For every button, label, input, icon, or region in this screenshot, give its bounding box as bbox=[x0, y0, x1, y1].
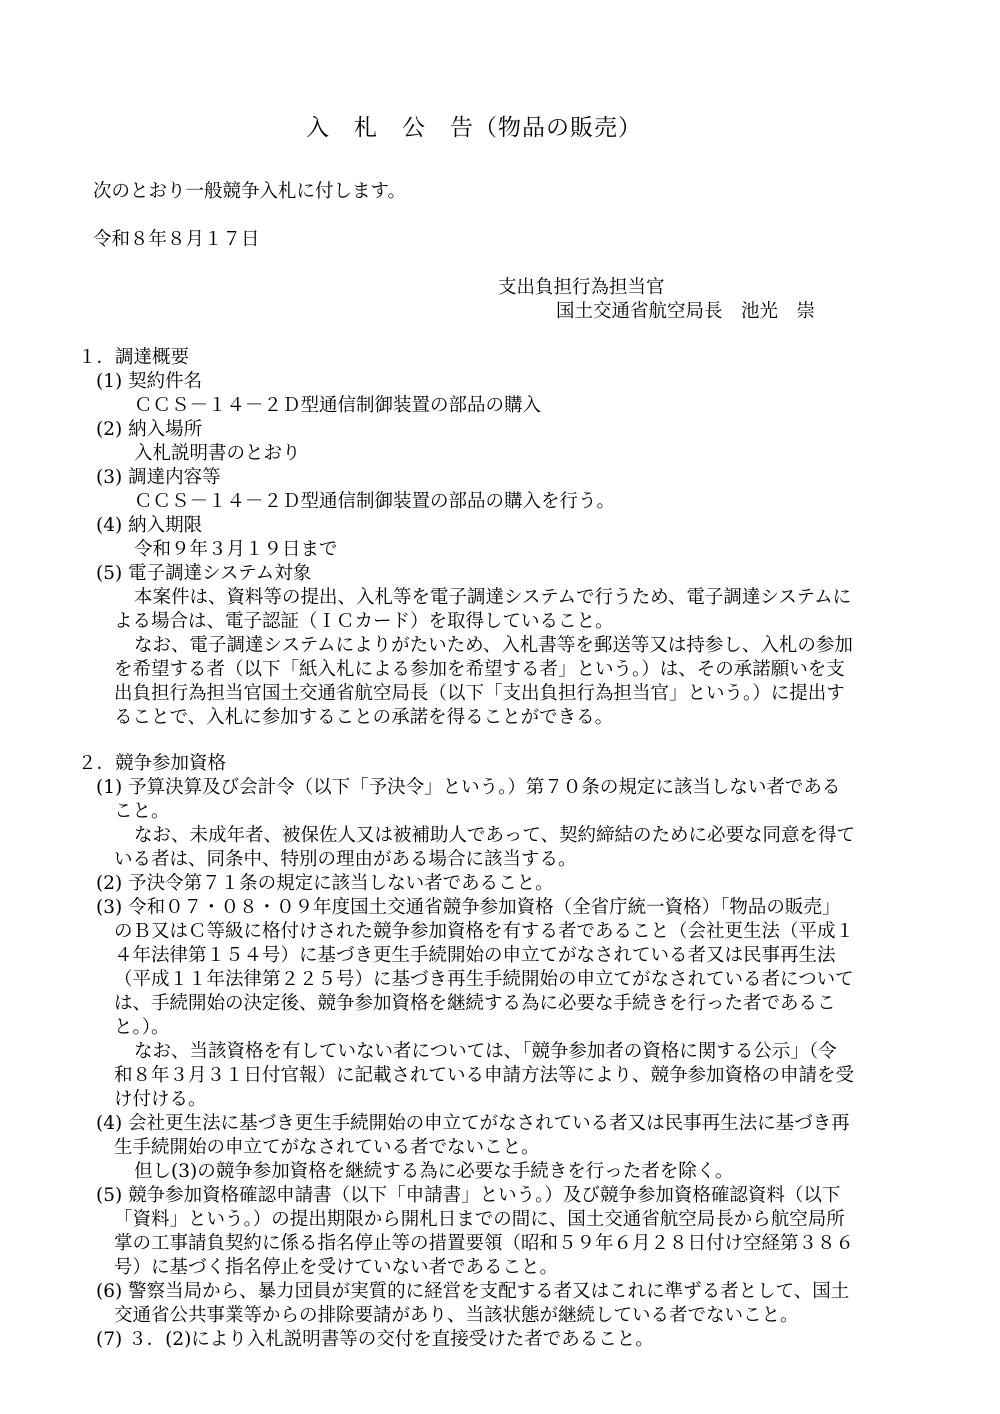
section2-line: 掌の工事請負契約に係る指名停止等の措置要領（昭和５９年６月２８日付け空経第３８６ bbox=[114, 1233, 855, 1254]
section2-line: (6) 警察当局から、暴力団員が実質的に経営を支配する者又はこれに準ずる者として、国土 bbox=[96, 1281, 850, 1302]
item5-line: ることで、入札に参加することの承諾を得ることができる。 bbox=[114, 707, 614, 728]
section2-line: 交通省公共事業等からの排除要請があり、当該状態が継続している者でないこと。 bbox=[114, 1305, 799, 1326]
section2-line: ４年法律第１５４号）に基づき更生手続開始の申立てがなされている者又は民事再生法 bbox=[114, 945, 836, 966]
item5-line: を希望する者（以下「紙入札による参加を希望する者」という。）は、その承諾願いを支 bbox=[114, 659, 845, 680]
section2-line: （平成１１年法律第２２５号）に基づき再生手続開始の申立てがなされている者について bbox=[114, 969, 854, 990]
section2-line: こと。 bbox=[114, 801, 170, 822]
section2-line: (5) 競争参加資格確認申請書（以下「申請書」という。）及び競争参加資格確認資料（以下 bbox=[96, 1185, 841, 1206]
item5-line: 本案件は、資料等の提出、入札等を電子調達システムで行うため、電子調達システムに bbox=[134, 587, 852, 608]
section2-line: (3) 令和０７・０８・０９年度国土交通省競争参加資格（全省庁統一資格）「物品の販売」 bbox=[96, 897, 841, 918]
section2-line: け付ける。 bbox=[114, 1089, 207, 1110]
section1-heading: １．調達概要 bbox=[78, 347, 190, 368]
item4-label: (4) 納入期限 bbox=[96, 515, 203, 536]
section2-line: なお、当該資格を有していない者については、「競争参加者の資格に関する公示」（令 bbox=[134, 1041, 837, 1062]
item5-label: (5) 電子調達システム対象 bbox=[96, 563, 312, 584]
section2-heading: ２．競争参加資格 bbox=[78, 753, 227, 774]
section2-line: いる者は、同条中、特別の理由がある場合に該当する。 bbox=[114, 849, 577, 870]
intro-text: 次のとおり一般競争入札に付します。 bbox=[93, 181, 407, 202]
item1-text: ＣＣＳ－１４－２Ｄ型通信制御装置の部品の購入 bbox=[134, 395, 542, 416]
item4-text: 令和９年３月１９日まで bbox=[134, 539, 338, 560]
item5-line: なお、電子調達システムによりがたいため、入札書等を郵送等又は持参し、入札の参加 bbox=[134, 635, 853, 656]
section2-line: と。）。 bbox=[114, 1017, 170, 1038]
item3-label: (3) 調達内容等 bbox=[96, 467, 221, 488]
issuer-title: 支出負担行為担当官 bbox=[498, 277, 665, 298]
notice-date: 令和８年８月１７日 bbox=[93, 229, 260, 250]
item1-label: (1) 契約件名 bbox=[96, 371, 203, 392]
section2-line: 和８年３月３１日付官報）に記載されている申請方法等により、競争参加資格の申請を受 bbox=[114, 1065, 855, 1086]
section2-line: 号）に基づく指名停止を受けていない者であること。 bbox=[114, 1257, 559, 1278]
item2-text: 入札説明書のとおり bbox=[134, 443, 301, 464]
section2-line: (1) 予算決算及び会計令（以下「予決令」という。）第７０条の規定に該当しない者である bbox=[96, 777, 841, 798]
item2-label: (2) 納入場所 bbox=[96, 419, 203, 440]
section2-line: (2) 予決令第７１条の規定に該当しない者であること。 bbox=[96, 873, 554, 894]
document-title: 入 札 公 告（物品の販売） bbox=[306, 115, 642, 141]
section2-line: のＢ又はＣ等級に格付けされた競争参加資格を有する者であること（会社更生法（平成１ bbox=[114, 921, 855, 942]
section2-line: なお、未成年者、被保佐人又は被補助人であって、契約締結のために必要な同意を得て bbox=[134, 825, 855, 846]
section2-line: 「資料」という。）の提出期限から開札日までの間に、国土交通省航空局長から航空局所 bbox=[114, 1209, 845, 1230]
section2-line: 生手続開始の申立てがなされている者でないこと。 bbox=[114, 1137, 540, 1158]
item5-line: よる場合は、電子認証（ＩＣカード）を取得していること。 bbox=[114, 611, 614, 632]
section2-line: (7) ３．(2)により入札説明書等の交付を直接受けた者であること。 bbox=[96, 1329, 654, 1350]
issuer-name: 国土交通省航空局長 池光 崇 bbox=[556, 301, 816, 322]
section2-line: 但し(3)の競争参加資格を継続する為に必要な手続きを行った者を除く。 bbox=[134, 1161, 734, 1182]
item5-line: 出負担行為担当官国土交通省航空局長（以下「支出負担行為担当官」という。）に提出す bbox=[114, 683, 845, 704]
item3-text: ＣＣＳ－１４－２Ｄ型通信制御装置の部品の購入を行う。 bbox=[134, 491, 616, 512]
section2-line: (4) 会社更生法に基づき更生手続開始の申立てがなされている者又は民事再生法に基づき再 bbox=[96, 1113, 850, 1134]
section2-line: は、手続開始の決定後、競争参加資格を継続する為に必要な手続きを行った者であるこ bbox=[114, 993, 836, 1014]
